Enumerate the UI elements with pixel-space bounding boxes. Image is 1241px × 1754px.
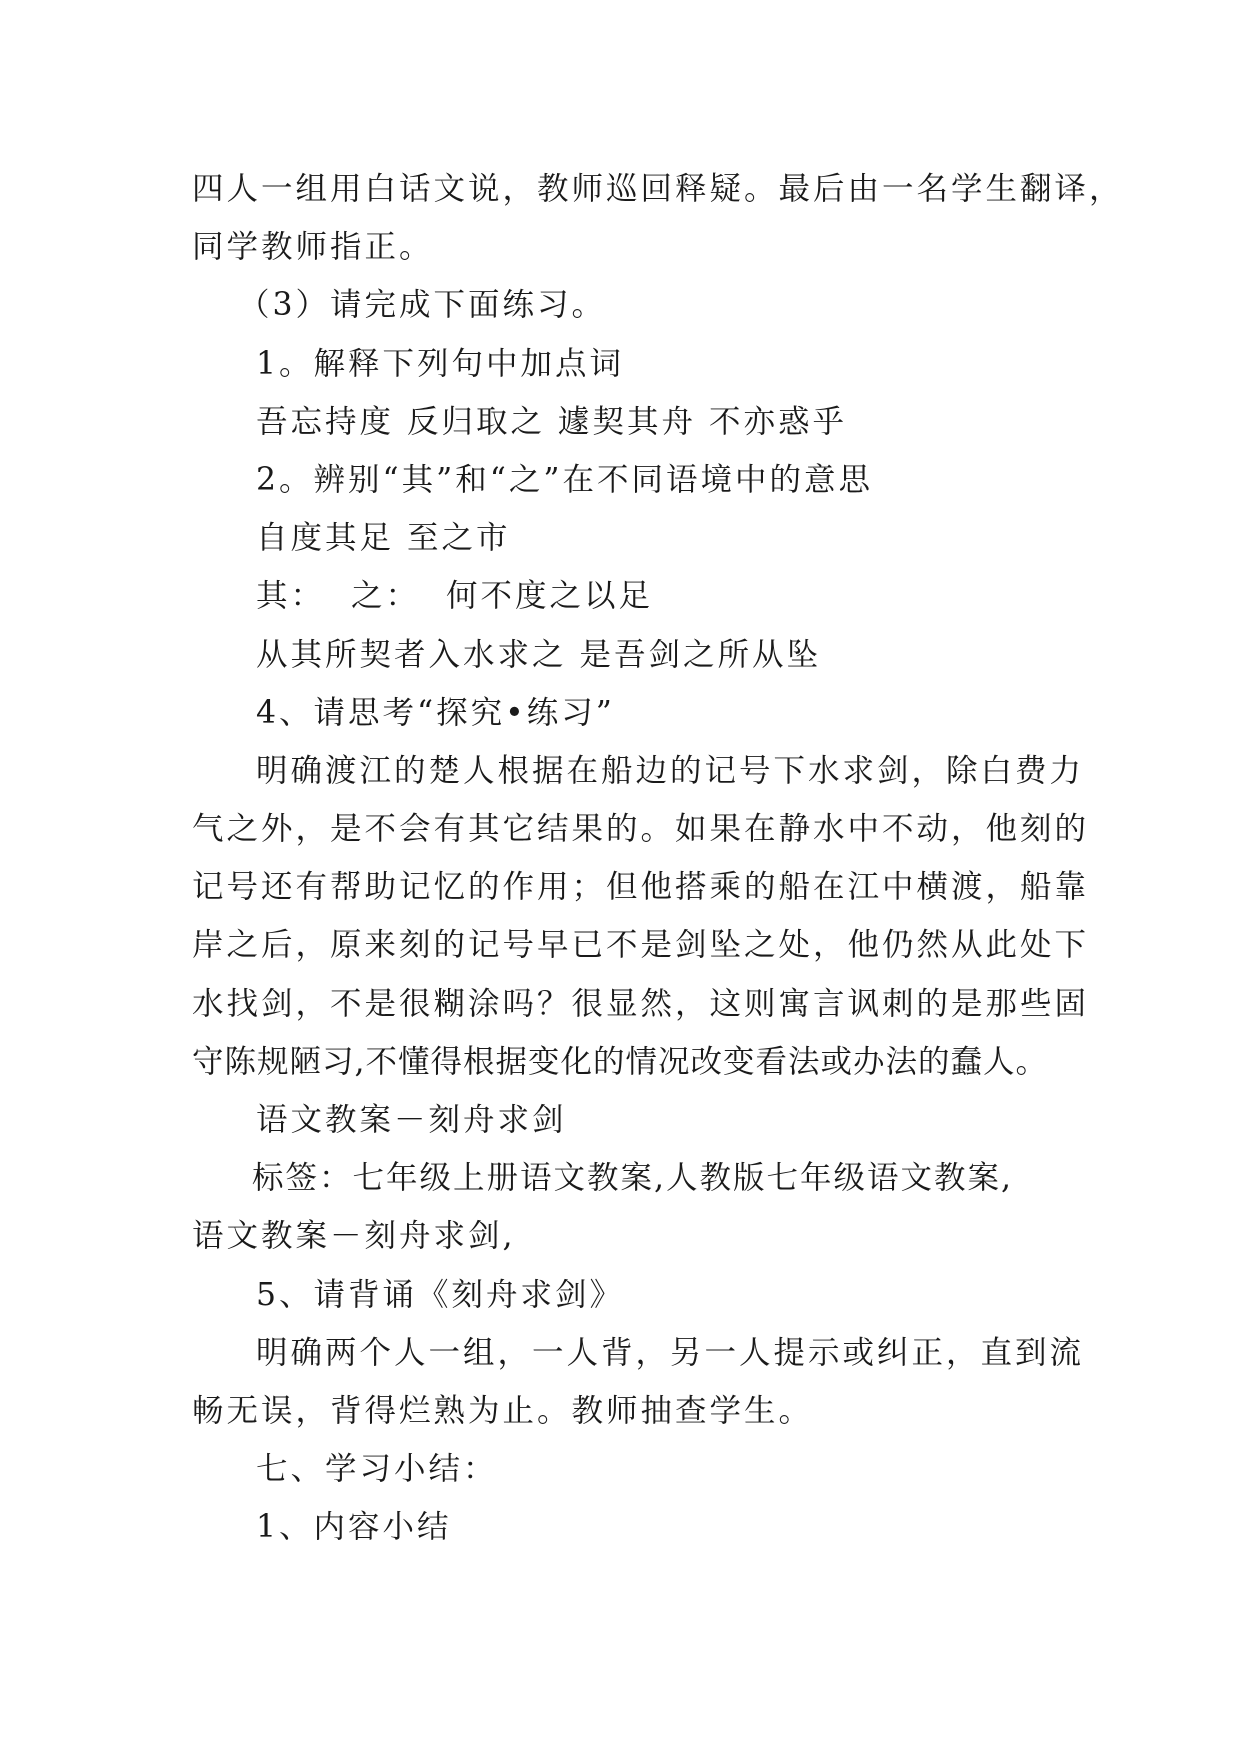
paragraph-line: 畅无误，背得烂熟为止。教师抽查学生。	[192, 1392, 814, 1429]
tags-line: 标签：七年级上册语文教案,人教版七年级语文教案,	[252, 1160, 1014, 1197]
section-heading: 七、学习小结：	[256, 1451, 498, 1488]
paragraph-line: 同学教师指正。	[192, 229, 434, 266]
paragraph-line: 水找剑，不是很糊涂吗？很显然，这则寓言讽刺的是那些固	[192, 985, 1090, 1022]
exercise-heading: （3）请完成下面练习。	[238, 287, 607, 324]
exercise-item: 2。辨别“其”和“之”在不同语境中的意思	[256, 461, 873, 498]
subsection-heading: 1、内容小结	[256, 1509, 452, 1546]
exercise-line: 自度其足 至之市	[256, 520, 511, 557]
exercise-line: 吾忘持度 反归取之 遽契其舟 不亦惑乎	[256, 403, 848, 440]
paragraph-line: 四人一组用白话文说，教师巡回释疑。最后由一名学生翻译，	[192, 171, 1124, 207]
document-body	[192, 160, 1124, 1557]
exercise-item: 5、请背诵《刻舟求剑》	[256, 1276, 625, 1313]
exercise-line: 从其所契者入水求之 是吾剑之所从坠	[256, 636, 822, 673]
paragraph-line: 岸之后，原来刻的记号早已不是剑坠之处，他仍然从此处下	[192, 927, 1090, 964]
paragraph-line: 守陈规陋习,不懂得根据变化的情况改变看法或办法的蠢人。	[192, 1043, 1049, 1080]
exercise-item: 1。解释下列句中加点词	[256, 345, 625, 382]
section-title: 语文教案－刻舟求剑	[256, 1102, 567, 1138]
exercise-item: 4、请思考“探究•练习”	[256, 694, 615, 731]
paragraph-line: 记号还有帮助记忆的作用；但他搭乘的船在江中横渡，船靠	[192, 869, 1090, 906]
paragraph-line: 气之外，是不会有其它结果的。如果在静水中不动，他刻的	[192, 811, 1090, 848]
paragraph-line: 明确两个人一组，一人背，另一人提示或纠正，直到流	[256, 1334, 1085, 1371]
exercise-line: 其： 之： 何不度之以足	[256, 578, 654, 615]
tags-line: 语文教案－刻舟求剑,	[192, 1218, 516, 1255]
paragraph-line: 明确渡江的楚人根据在船边的记号下水求剑，除白费力	[256, 752, 1085, 789]
